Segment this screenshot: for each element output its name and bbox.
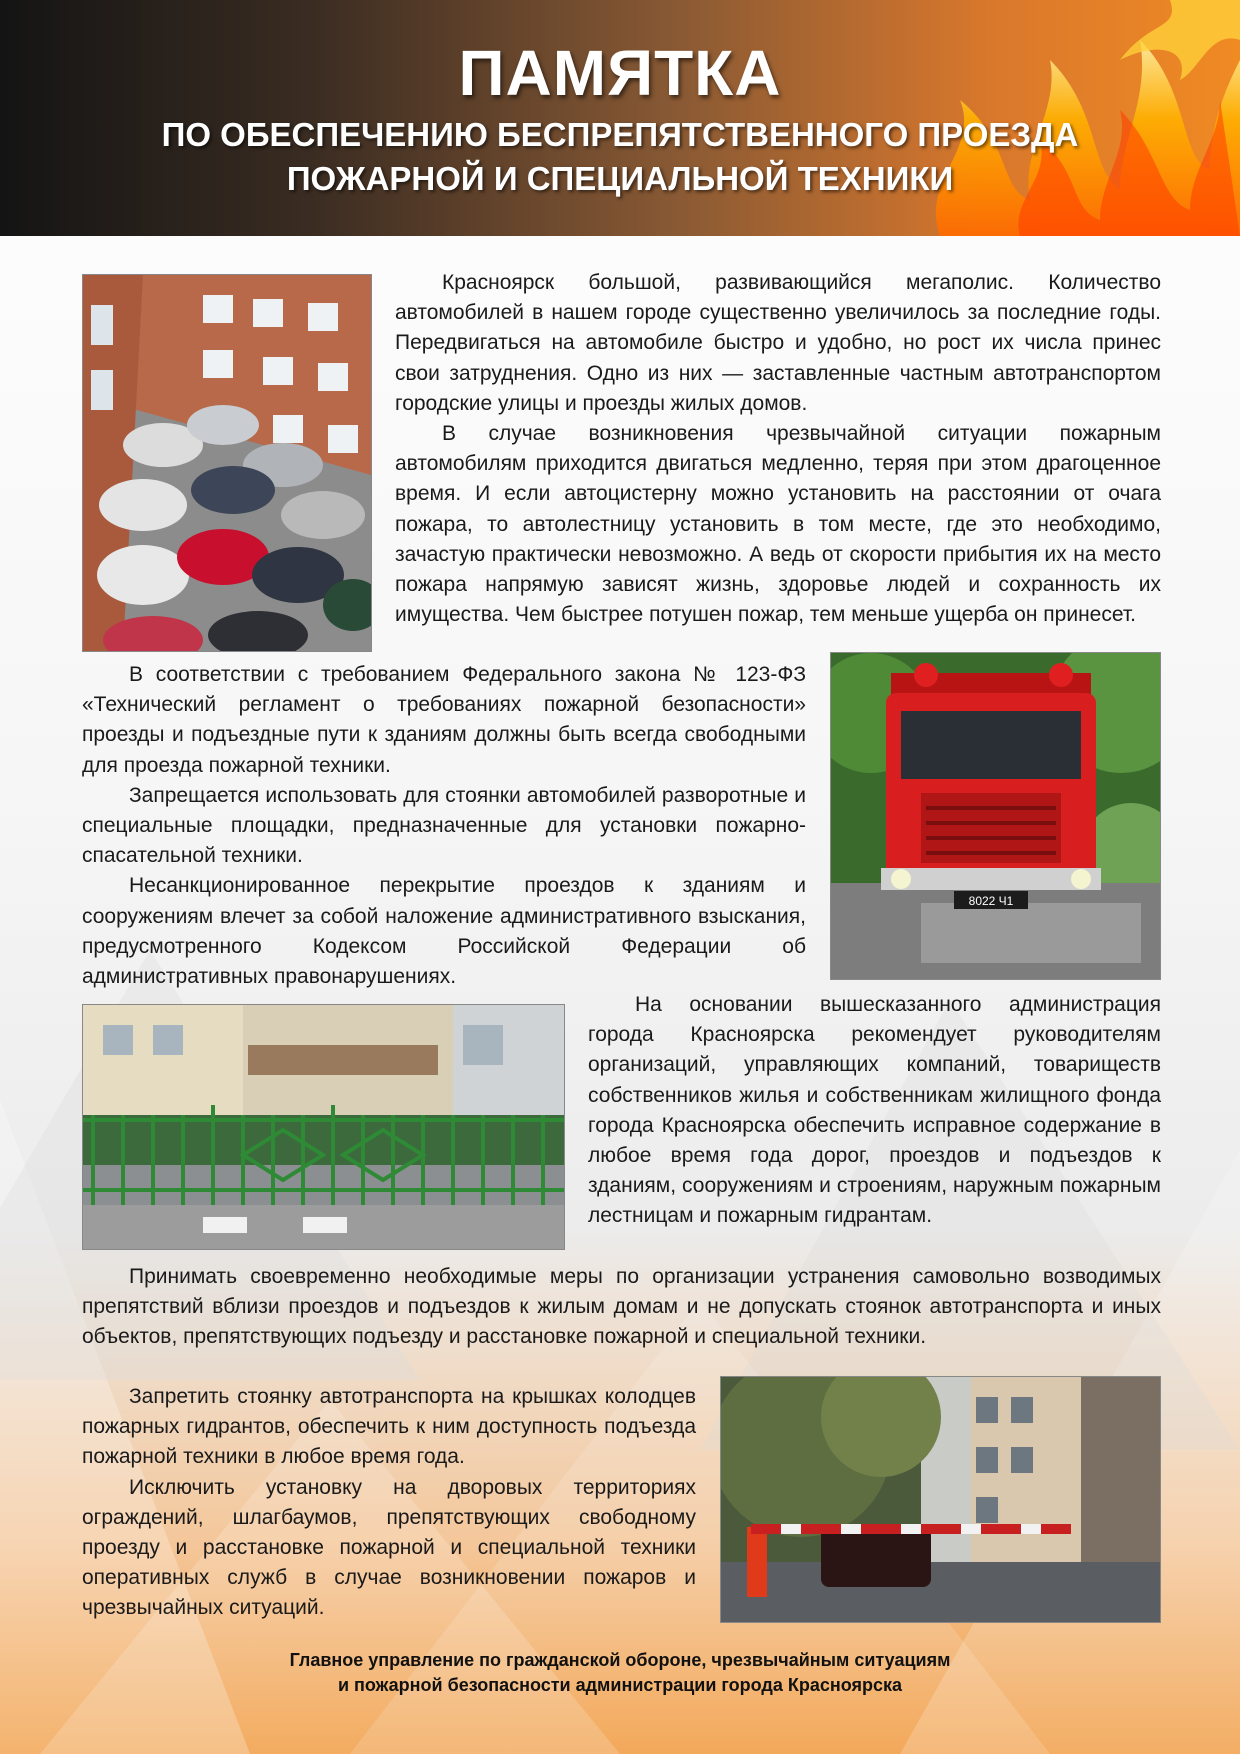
header-banner [0,0,1240,236]
page-title: ПАМЯТКА [458,37,782,109]
photo-parked-cars [82,274,372,652]
paragraph-emergency: В случае возникновения чрезвычайной ситуации пожарным автомобилям приходится двигаться медленно, теряя при этом драгоценное время. И если автоцистерну можно установить на расстоянии от очага пожара, то автолестницу установить в том месте, где это необходимо, зачастую практически невозможно. А ведь от скорости прибытия их на место пожара напрямую зависят жизнь, здоровье людей и сохранность их имущества. Чем быстрее потушен пожар, тем меньше ущерба он принесет. [395,422,1161,627]
paragraph-barriers: Исключить установку на дворовых территориях ограждений, шлагбаумов, препятствующих свободному проезду и расстановке пожарной и специальной техники оперативных служб в случае возникновении пожаров и чрезвычайных ситуаций. [82,1475,696,1620]
text-block-law [82,660,806,992]
paragraph-hydrants: Запретить стоянку автотранспорта на крышках колодцев пожарных гидрантов, обеспечить к ним доступность подъезда пожарной техники в любое время года. [82,1385,696,1469]
paragraph-administration: На основании вышесказанного администрация города Красноярска рекомендует руководителям организаций, управляющих компаний, товариществ собственников жилья и собственникам жилищного фонда города Красноярска обеспечить исправное содержание в любое время года дорог, проездов и подъездов к зданиям, сооружениям и строениям, наружным пожарным лестницам и пожарным гидрантам. [588,993,1161,1228]
photo-boom-barrier [720,1376,1161,1623]
photo-fire-truck [830,652,1161,980]
footer-line1: Главное управление по гражданской обороне, чрезвычайным ситуациям [289,1650,951,1670]
paragraph-law-requirement: В соответствии с требованием Федерального закона № 123-ФЗ «Технический регламент о требованиях пожарной безопасности» проезды и подъездные пути к зданиям должны быть всегда свободными для проезда пожарной техники. [82,663,806,777]
paragraph-intro: Красноярск большой, развивающийся мегаполис. Количество автомобилей в нашем городе существенно увеличилось за последние годы. Передвигаться на автомобиле быстро и удобно, но рост их числа принес свои затруднения. Одно из них — заставленные частным автотранспортом городские улицы и проезды жилых домов. [395,271,1161,415]
text-block-intro [395,268,1161,630]
text-block-administration [588,990,1161,1232]
text-block-measures [82,1262,1161,1353]
footer-organization [0,1648,1240,1698]
paragraph-measures: Принимать своевременно необходимые меры по организации устранения самовольно возводимых препятствий вблизи проездов и подъездов к жилым домам и не допускать стоянок автотранспорта и иных объектов, препятствующих подъезду и расстановке пожарной и специальной техники. [82,1265,1161,1349]
truck-plate: 8022 Ч1 [968,894,1014,908]
paragraph-penalty: Несанкционированное перекрытие проездов к зданиям и сооружениям влечет за собой наложение административного взыскания, предусмотренного Кодексом Российской Федерации об административных правонарушениях. [82,874,806,989]
text-block-hydrants [82,1382,696,1624]
page-subtitle-line2: ПОЖАРНОЙ И СПЕЦИАЛЬНОЙ ТЕХНИКИ [286,160,954,197]
paragraph-parking-ban: Запрещается использовать для стоянки автомобилей разворотные и специальные площадки, предназначенные для установки пожарно-спасательной техники. [82,783,806,868]
footer-line2: и пожарной безопасности администрации города Красноярска [337,1675,903,1695]
photo-green-gate [82,1004,565,1250]
page-subtitle-line1: ПО ОБЕСПЕЧЕНИЮ БЕСПРЕПЯТСТВЕННОГО ПРОЕЗДА [161,116,1079,153]
